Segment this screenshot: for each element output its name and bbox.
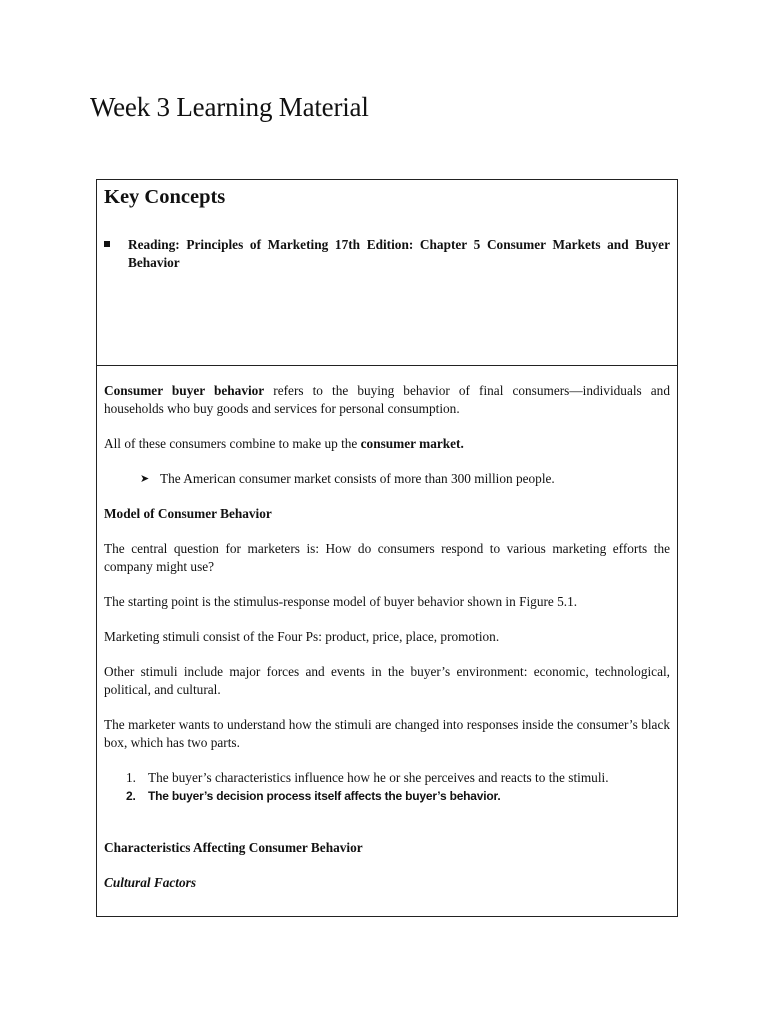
model-heading: Model of Consumer Behavior bbox=[104, 506, 272, 521]
paragraph-other-stimuli: Other stimuli include major forces and events in the buyer’s environment: economic, technological, political, and cultural. bbox=[104, 664, 670, 697]
paragraph-central-question: The central question for marketers is: How do consumers respond to various marketing efforts the company might use? bbox=[104, 541, 670, 574]
cultural-factors-heading: Cultural Factors bbox=[104, 875, 197, 890]
numbered-item-1 bbox=[104, 769, 670, 787]
numbered-item-text: The buyer’s characteristics influence how he or she perceives and reacts to the stimuli. bbox=[148, 770, 609, 785]
reading-text: Reading: Principles of Marketing 17th Edition: Chapter 5 Consumer Markets and Buyer Behavior bbox=[128, 237, 670, 270]
arrow-bullet-icon: ➤ bbox=[140, 473, 150, 485]
term-consumer-buyer-behavior: Consumer buyer behavior bbox=[104, 383, 265, 398]
consumer-market-lead: All of these consumers combine to make up the bbox=[104, 436, 361, 451]
key-concepts-heading: Key Concepts bbox=[104, 186, 226, 208]
paragraph-starting-point: The starting point is the stimulus-response model of buyer behavior shown in Figure 5.1. bbox=[104, 594, 578, 609]
paragraph-black-box: The marketer wants to understand how the stimuli are changed into responses inside the consumer’s black box, which has two parts. bbox=[104, 717, 670, 750]
content-body-cell bbox=[97, 366, 677, 916]
content-table bbox=[96, 179, 678, 917]
paragraph-consumer-market bbox=[104, 435, 670, 453]
numbered-item-number: 2. bbox=[126, 789, 136, 803]
definition-text: refers to the buying behavior of final consumers—individuals and households who buy goods and services for personal consumption. bbox=[104, 383, 670, 416]
characteristics-heading: Characteristics Affecting Consumer Behavior bbox=[104, 840, 363, 855]
arrow-item-text: The American consumer market consists of more than 300 million people. bbox=[160, 471, 555, 486]
arrow-list-item bbox=[104, 470, 670, 488]
term-consumer-market: consumer market. bbox=[360, 436, 464, 451]
numbered-item-text: The buyer’s decision process itself affects the buyer’s behavior. bbox=[148, 789, 501, 803]
paragraph-consumer-buyer-behavior bbox=[104, 382, 670, 418]
paragraph-marketing-stimuli: Marketing stimuli consist of the Four Ps: product, price, place, promotion. bbox=[104, 629, 500, 644]
reading-list-item bbox=[104, 236, 670, 272]
square-bullet-icon bbox=[104, 236, 128, 272]
numbered-item-2 bbox=[104, 787, 670, 805]
page-title: Week 3 Learning Material bbox=[90, 92, 369, 122]
numbered-item-number: 1. bbox=[126, 770, 136, 785]
key-concepts-cell bbox=[97, 180, 677, 366]
